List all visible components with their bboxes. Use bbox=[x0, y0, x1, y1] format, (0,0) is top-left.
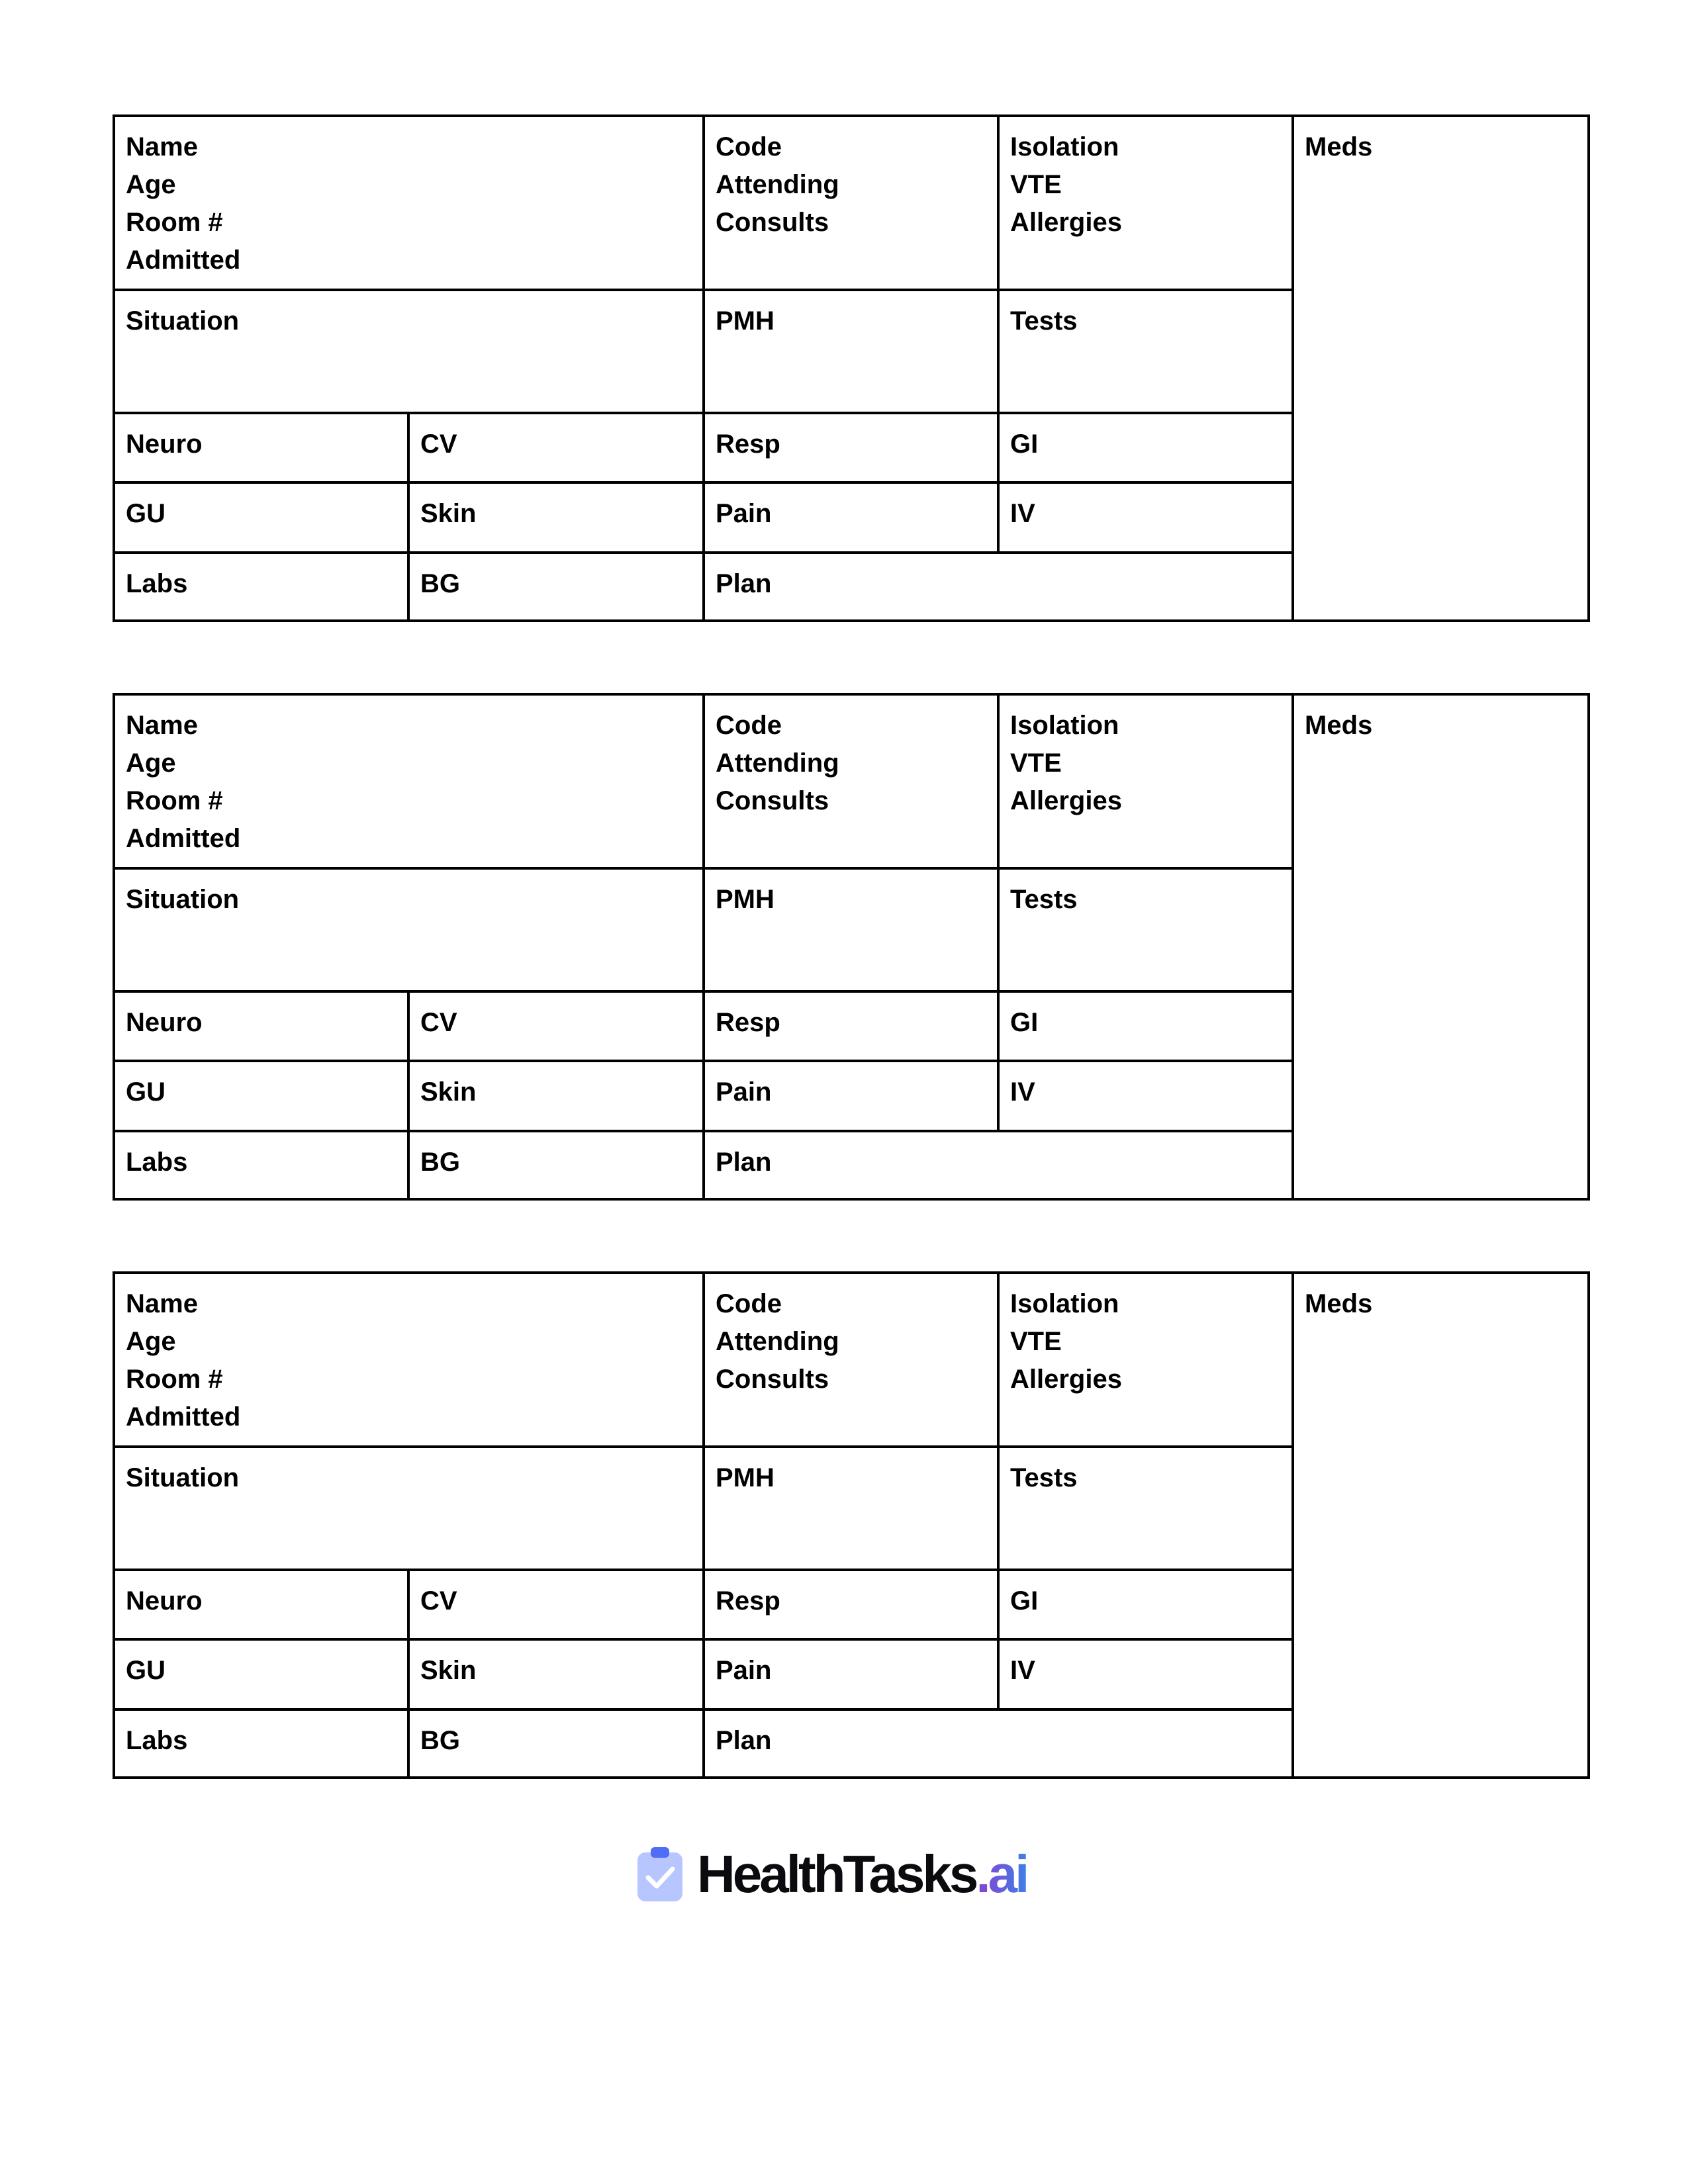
skin-label: Skin bbox=[420, 1656, 477, 1685]
plan-label: Plan bbox=[716, 1148, 772, 1177]
cv-cell[interactable] bbox=[410, 993, 702, 1060]
border-right bbox=[1587, 1271, 1590, 1779]
gu-cell[interactable] bbox=[115, 484, 407, 551]
age-label: Age bbox=[126, 170, 176, 199]
bg-label: BG bbox=[420, 1726, 460, 1755]
room-label: Room # bbox=[126, 1365, 223, 1394]
tests-label: Tests bbox=[1010, 1463, 1078, 1492]
cv-cell[interactable] bbox=[410, 1571, 702, 1638]
plan-cell[interactable] bbox=[705, 1711, 1291, 1776]
consults-label: Consults bbox=[716, 1365, 829, 1394]
tests-cell[interactable] bbox=[1000, 870, 1291, 990]
gi-label: GI bbox=[1010, 1586, 1039, 1615]
pmh-cell[interactable] bbox=[705, 870, 997, 990]
bg-cell[interactable] bbox=[410, 1711, 702, 1776]
cv-label: CV bbox=[420, 1008, 457, 1037]
brand-name: HealthTasks bbox=[697, 1844, 976, 1903]
name-label: Name bbox=[126, 711, 198, 740]
border-bottom bbox=[113, 619, 1590, 622]
labs-cell[interactable] bbox=[115, 1711, 407, 1776]
cv-label: CV bbox=[420, 1586, 457, 1615]
resp-label: Resp bbox=[716, 430, 780, 459]
meds-label: Meds bbox=[1305, 1289, 1373, 1318]
situation-label: Situation bbox=[126, 306, 240, 336]
neuro-cell[interactable] bbox=[115, 414, 407, 481]
meds-cell[interactable] bbox=[1294, 696, 1587, 1198]
pmh-cell[interactable] bbox=[705, 1448, 997, 1569]
isolation-label: Isolation bbox=[1010, 711, 1119, 740]
plan-cell[interactable] bbox=[705, 554, 1291, 619]
pain-cell[interactable] bbox=[705, 1062, 997, 1130]
iv-label: IV bbox=[1010, 1077, 1035, 1107]
gu-label: GU bbox=[126, 1656, 165, 1685]
isolation-label: Isolation bbox=[1010, 1289, 1119, 1318]
code-label: Code bbox=[716, 132, 782, 161]
skin-label: Skin bbox=[420, 499, 477, 528]
gu-cell[interactable] bbox=[115, 1062, 407, 1130]
room-label: Room # bbox=[126, 208, 223, 237]
tests-label: Tests bbox=[1010, 306, 1078, 336]
consults-label: Consults bbox=[716, 786, 829, 815]
gi-cell[interactable] bbox=[1000, 414, 1291, 481]
iv-cell[interactable] bbox=[1000, 484, 1291, 551]
vte-label: VTE bbox=[1010, 749, 1062, 778]
name-label: Name bbox=[126, 132, 198, 161]
iv-label: IV bbox=[1010, 1656, 1035, 1685]
age-label: Age bbox=[126, 749, 176, 778]
cv-cell[interactable] bbox=[410, 414, 702, 481]
bg-label: BG bbox=[420, 569, 460, 598]
gu-cell[interactable] bbox=[115, 1641, 407, 1708]
gu-label: GU bbox=[126, 1077, 165, 1107]
situation-cell[interactable] bbox=[115, 291, 702, 412]
skin-cell[interactable] bbox=[410, 1641, 702, 1708]
meds-cell[interactable] bbox=[1294, 117, 1587, 619]
bg-cell[interactable] bbox=[410, 1132, 702, 1198]
situation-label: Situation bbox=[126, 885, 240, 914]
attending-label: Attending bbox=[716, 1327, 839, 1356]
meds-label: Meds bbox=[1305, 711, 1373, 740]
tests-cell[interactable] bbox=[1000, 291, 1291, 412]
cv-label: CV bbox=[420, 430, 457, 459]
age-label: Age bbox=[126, 1327, 176, 1356]
patient-info-cell[interactable] bbox=[115, 117, 702, 289]
patient-report-sheet-2 bbox=[113, 693, 1590, 1201]
situation-cell[interactable] bbox=[115, 1448, 702, 1569]
pain-cell[interactable] bbox=[705, 1641, 997, 1708]
patient-info-cell[interactable] bbox=[115, 696, 702, 867]
admitted-label: Admitted bbox=[126, 824, 241, 853]
border-right bbox=[1587, 114, 1590, 622]
bg-cell[interactable] bbox=[410, 554, 702, 619]
resp-cell[interactable] bbox=[705, 1571, 997, 1638]
patient-report-sheet-1 bbox=[113, 114, 1590, 622]
neuro-label: Neuro bbox=[126, 1586, 203, 1615]
border-bottom bbox=[113, 1198, 1590, 1201]
gi-label: GI bbox=[1010, 430, 1039, 459]
iv-cell[interactable] bbox=[1000, 1641, 1291, 1708]
care-team-cell[interactable] bbox=[705, 1274, 997, 1445]
admitted-label: Admitted bbox=[126, 1402, 241, 1432]
admitted-label: Admitted bbox=[126, 246, 241, 275]
bg-label: BG bbox=[420, 1148, 460, 1177]
labs-label: Labs bbox=[126, 569, 188, 598]
gi-cell[interactable] bbox=[1000, 993, 1291, 1060]
patient-info-cell[interactable] bbox=[115, 1274, 702, 1445]
pain-label: Pain bbox=[716, 499, 772, 528]
neuro-cell[interactable] bbox=[115, 1571, 407, 1638]
labs-cell[interactable] bbox=[115, 554, 407, 619]
vte-label: VTE bbox=[1010, 1327, 1062, 1356]
pain-label: Pain bbox=[716, 1656, 772, 1685]
code-label: Code bbox=[716, 1289, 782, 1318]
labs-label: Labs bbox=[126, 1726, 188, 1755]
skin-label: Skin bbox=[420, 1077, 477, 1107]
care-team-cell[interactable] bbox=[705, 117, 997, 289]
brand-logo bbox=[632, 1843, 1056, 1903]
brand-wordmark bbox=[697, 1846, 1027, 1903]
vte-label: VTE bbox=[1010, 170, 1062, 199]
neuro-label: Neuro bbox=[126, 1008, 203, 1037]
isolation-label: Isolation bbox=[1010, 132, 1119, 161]
attending-label: Attending bbox=[716, 749, 839, 778]
resp-label: Resp bbox=[716, 1586, 780, 1615]
neuro-label: Neuro bbox=[126, 430, 203, 459]
plan-label: Plan bbox=[716, 569, 772, 598]
gi-cell[interactable] bbox=[1000, 1571, 1291, 1638]
border-bottom bbox=[113, 1776, 1590, 1779]
name-label: Name bbox=[126, 1289, 198, 1318]
resp-label: Resp bbox=[716, 1008, 780, 1037]
pmh-label: PMH bbox=[716, 885, 774, 914]
gu-label: GU bbox=[126, 499, 165, 528]
labs-cell[interactable] bbox=[115, 1132, 407, 1198]
pmh-label: PMH bbox=[716, 1463, 774, 1492]
pmh-label: PMH bbox=[716, 306, 774, 336]
tests-cell[interactable] bbox=[1000, 1448, 1291, 1569]
plan-cell[interactable] bbox=[705, 1132, 1291, 1198]
attending-label: Attending bbox=[716, 170, 839, 199]
code-label: Code bbox=[716, 711, 782, 740]
neuro-cell[interactable] bbox=[115, 993, 407, 1060]
tests-label: Tests bbox=[1010, 885, 1078, 914]
clipboard-check-icon bbox=[636, 1846, 684, 1903]
resp-cell[interactable] bbox=[705, 993, 997, 1060]
pain-label: Pain bbox=[716, 1077, 772, 1107]
resp-cell[interactable] bbox=[705, 414, 997, 481]
situation-label: Situation bbox=[126, 1463, 240, 1492]
brand-tld: .ai bbox=[976, 1844, 1027, 1903]
precautions-cell[interactable] bbox=[1000, 1274, 1291, 1445]
border-right bbox=[1587, 693, 1590, 1201]
care-team-cell[interactable] bbox=[705, 696, 997, 867]
skin-cell[interactable] bbox=[410, 1062, 702, 1130]
allergies-label: Allergies bbox=[1010, 208, 1122, 237]
meds-label: Meds bbox=[1305, 132, 1373, 161]
labs-label: Labs bbox=[126, 1148, 188, 1177]
skin-cell[interactable] bbox=[410, 484, 702, 551]
iv-cell[interactable] bbox=[1000, 1062, 1291, 1130]
pmh-cell[interactable] bbox=[705, 291, 997, 412]
allergies-label: Allergies bbox=[1010, 786, 1122, 815]
plan-label: Plan bbox=[716, 1726, 772, 1755]
patient-report-sheet-3 bbox=[113, 1271, 1590, 1779]
situation-cell[interactable] bbox=[115, 870, 702, 990]
allergies-label: Allergies bbox=[1010, 1365, 1122, 1394]
precautions-cell[interactable] bbox=[1000, 696, 1291, 867]
room-label: Room # bbox=[126, 786, 223, 815]
iv-label: IV bbox=[1010, 499, 1035, 528]
consults-label: Consults bbox=[716, 208, 829, 237]
gi-label: GI bbox=[1010, 1008, 1039, 1037]
pain-cell[interactable] bbox=[705, 484, 997, 551]
meds-cell[interactable] bbox=[1294, 1274, 1587, 1776]
precautions-cell[interactable] bbox=[1000, 117, 1291, 289]
